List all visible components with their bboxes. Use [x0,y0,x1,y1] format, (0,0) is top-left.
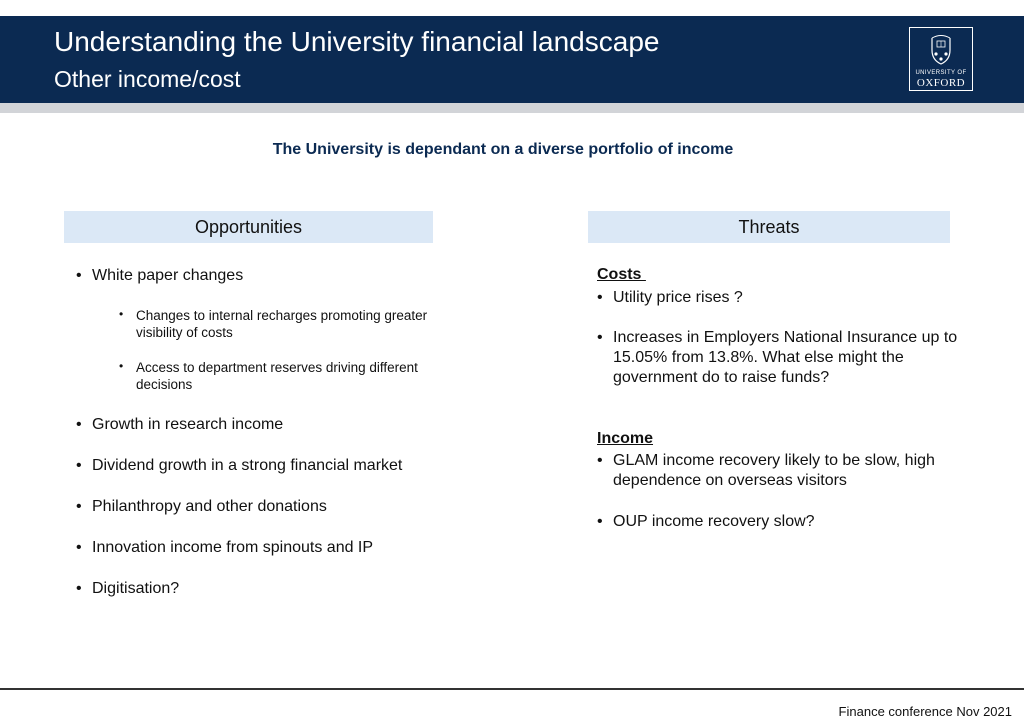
threats-heading: Threats [588,211,950,243]
logo-text-university-of: UNIVERSITY OF [915,70,967,76]
income-label: Income [597,430,654,447]
opportunities-heading: Opportunities [64,211,433,243]
list-item: • Utility price rises ? [597,288,953,308]
footer-divider [0,688,1024,690]
page-title: Understanding the University financial landscape [54,26,660,57]
list-item: • Philanthropy and other donations [76,497,472,517]
list-item: • Increases in Employers National Insurance up to 15.05% from 13.8%. What else might the government do to raise funds? [597,328,958,388]
oxford-crest-icon [930,32,952,66]
list-item: • Dividend growth in a strong financial market [76,456,492,476]
list-item: • OUP income recovery slow? [597,512,958,532]
list-item: • Growth in research income [76,415,452,435]
list-item: • Digitisation? [76,579,472,599]
logo-text-oxford: OXFORD [916,77,966,89]
list-item: • White paper changes [76,266,452,286]
list-item: • Innovation income from spinouts and IP [76,538,472,558]
university-logo [909,27,973,91]
list-item: • Changes to internal recharges promoting greater visibility of costs [119,307,436,341]
costs-label: Costs [597,266,646,283]
footer-text: Finance conference Nov 2021 [838,704,1012,719]
list-item: • Access to department reserves driving different decisions [119,359,456,393]
page-subtitle: Other income/cost [54,66,241,92]
list-item: • GLAM income recovery likely to be slow, high dependence on overseas visitors [597,451,958,491]
header-divider [0,103,1024,113]
tagline: The University is dependant on a diverse portfolio of income [272,141,734,158]
